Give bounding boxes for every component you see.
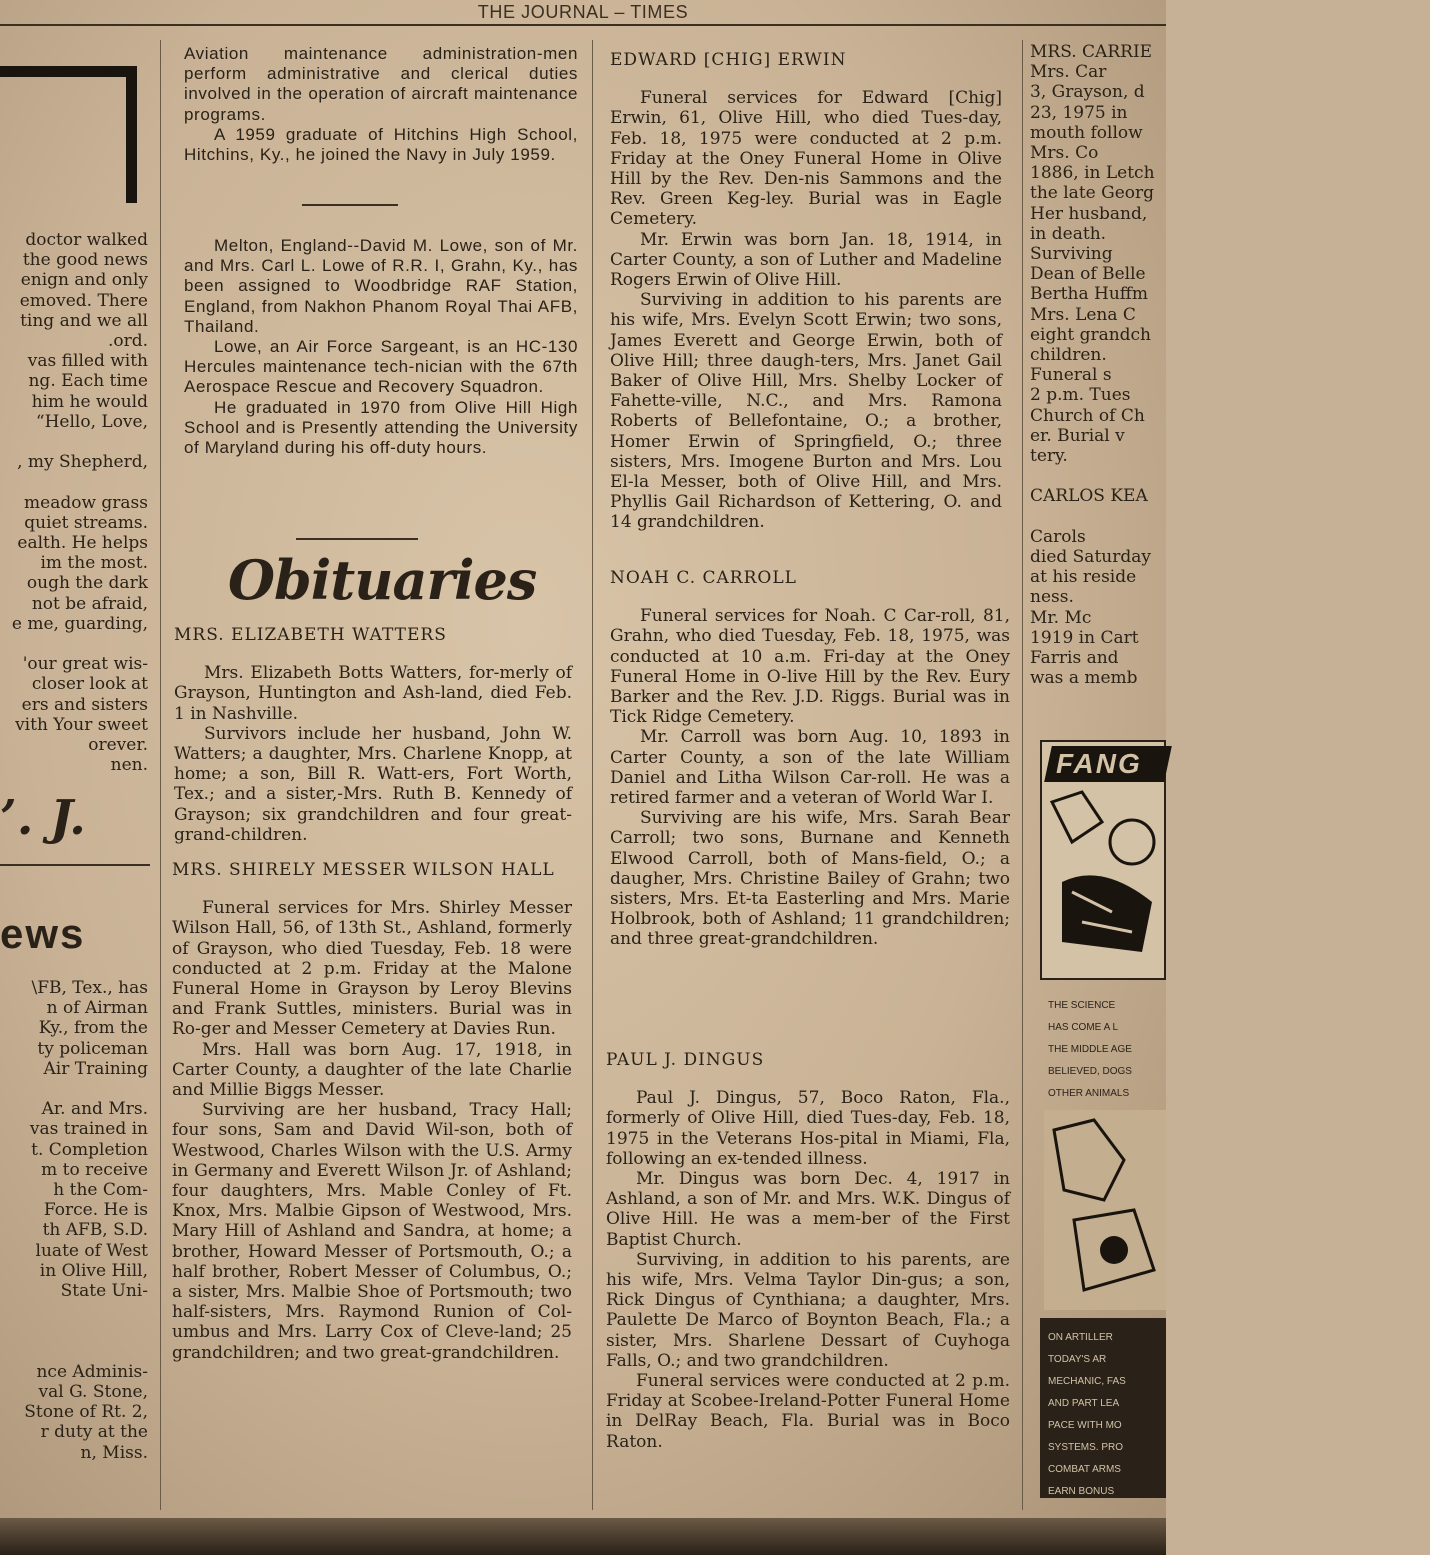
obituary-paragraph: Funeral services for Noah. C Car-roll, 81, Grahn, who died Tuesday, Feb. 18, 1975, was conducted at 10 a.m. Fri-day at the Oney Funeral Home in O-live Hill by the Rev. Eury Barker and the Rev. J.D. Riggs. Burial was in Tick Ridge Cemetery.: [610, 606, 1010, 728]
fragment-line: was a memb: [1030, 668, 1138, 689]
fragment-line: 3, Grayson, d: [1030, 82, 1145, 103]
ad-line: ON ARTILLER: [1048, 1332, 1113, 1343]
fragment-line: children.: [1030, 345, 1107, 366]
fragment-line: luate of West: [35, 1240, 148, 1261]
obituary-paragraph: Funeral services for Mrs. Shirley Messer Wilson Hall, 56, of 13th St., Ashland, formerly of Grayson, who died Tuesday, Feb. 18 were conducted at 2 p.m. Friday at the Malone Funeral Home in Grayson by Leroy Blevins and Frank Suttles, ministers. Burial was in Ro-ger and Messer Cemetery at Davies Run.: [172, 898, 572, 1040]
news-heading: ews: [0, 910, 86, 957]
fragment-line: Ky., from the: [38, 1018, 148, 1039]
obituary-heading: PAUL J. DINGUS: [606, 1050, 765, 1070]
fragment-line: m to receive: [41, 1159, 148, 1180]
fragment-line: \FB, Tex., has: [31, 978, 148, 998]
ad-line: TODAY'S AR: [1048, 1354, 1107, 1365]
fragment-line: ting and we all: [20, 310, 148, 331]
fragment-line: “Hello, Love,: [35, 411, 148, 432]
fragment-line: e me, guarding,: [11, 613, 148, 634]
fragment-line: nen.: [110, 755, 148, 776]
fragment-line: r duty at the: [40, 1422, 148, 1443]
lowe-article: [184, 236, 578, 458]
fragment-line: eight grandch: [1030, 324, 1152, 345]
fragment-line: Bertha Huffm: [1030, 284, 1148, 305]
fragment-line: [0, 432, 148, 452]
fragment-line: , my Shepherd,: [17, 452, 148, 473]
fragment-line: val G. Stone,: [38, 1382, 148, 1403]
section-divider: [296, 538, 418, 540]
fragment-line: h the Com-: [53, 1180, 148, 1201]
obituary-heading: MRS. SHIRELY MESSER WILSON HALL: [172, 860, 555, 880]
fragment-line: vas trained in: [29, 1119, 148, 1140]
lowe-paragraph: Lowe, an Air Force Sargeant, is an HC-130 Hercules maintenance tech-nician with the 67th Aerospace Rescue and Recovery Squadron.: [184, 337, 578, 397]
ad-line: COMBAT ARMS: [1048, 1464, 1121, 1475]
fragment-line: [0, 472, 148, 492]
fragment-line: vas filled with: [27, 351, 148, 372]
obituary-paragraph: Mrs. Elizabeth Botts Watters, for-merly of Grayson, Huntington and Ash-land, died Feb. 1 in Nashville.: [174, 663, 572, 724]
fragment-line: Mrs. Car: [1030, 62, 1107, 83]
ad-line: AND PART LEA: [1048, 1398, 1120, 1409]
black-border-box: [0, 66, 137, 203]
fragment-line: ers and sisters: [21, 694, 148, 715]
obituaries-title: Obituaries: [228, 548, 537, 612]
page-bottom-edge: [0, 1518, 1166, 1555]
fragment-line: in Olive Hill,: [39, 1260, 148, 1281]
fragment-line: th AFB, S.D.: [42, 1220, 148, 1241]
obituary-dingus: [606, 1050, 1010, 1452]
fragment-line: Air Training: [43, 1058, 148, 1079]
obituary-carroll: [610, 568, 1010, 950]
ad-line: EARN BONUS: [1048, 1486, 1115, 1497]
obituary-paragraph: Survivors include her husband, John W. Watters; a daughter, Mrs. Charlene Knopp, at home; a son, Bill R. Watt-ers, Fort Worth, Tex.; and a sister,-Mrs. Ruth B. Kennedy of Grayson; six grandchildren and four great-grand-children.: [174, 723, 572, 845]
column-rule-3: [1022, 40, 1023, 1510]
obituary-paragraph: Mr. Dingus was born Dec. 4, 1917 in Ashland, a son of Mr. and Mrs. W.K. Dingus of Olive Hill. He was a mem-ber of the First Baptist Church.: [606, 1169, 1010, 1250]
fragment-line: Mr. Mc: [1030, 607, 1092, 628]
aviation-article: [184, 44, 578, 165]
obituary-paragraph: Paul J. Dingus, 57, Boco Raton, Fla., formerly of Olive Hill, died Tues-day, Feb. 18, 1975 in the Veterans Hos-pital in Miami, Fla, following an ex-tended illness.: [606, 1088, 1010, 1169]
fragment-line: 23, 1975 in: [1030, 102, 1128, 123]
fragment-line: ough the dark: [26, 573, 148, 594]
fragment-line: .ord.: [107, 331, 148, 352]
fragment-line: the good news: [22, 250, 148, 271]
masthead-rule: [0, 24, 1166, 26]
caption-line: HAS COME A L: [1048, 1022, 1119, 1033]
fragment-line: Carols: [1030, 526, 1086, 547]
aviation-paragraph: A 1959 graduate of Hitchins High School, Hitchins, Ky., he joined the Navy in July 1959.: [184, 124, 578, 165]
fragment-line: orever.: [88, 735, 148, 756]
obituary-hall: [172, 860, 572, 1363]
fragment-line: Funeral s: [1030, 365, 1112, 386]
obituary-paragraph: Surviving, in addition to his parents, are his wife, Mrs. Velma Taylor Din-gus; a son, Rick Dingus of Cynthiana; a daughter, Mrs. Paulette De Marco of Boynton Beach, Fla.; a sister, Mrs. Sharlene Dessart of Cuyhoga Falls, O.; and two grandchildren.: [606, 1249, 1010, 1371]
obituary-paragraph: Funeral services were conducted at 2 p.m. Friday at Scobee-Ireland-Potter Funeral Home in DelRay Beach, Fla. Burial was in Boco Raton.: [606, 1371, 1010, 1452]
obituary-paragraph: Funeral services for Edward [Chig] Erwin, 61, Olive Hill, who died Tues-day, Feb. 18, 1975 were conducted at 2 p.m. Friday at the Oney Funeral Home in Olive Hill by the Rev. Den-nis Sammons and the Rev. Green Keg-ley. Burial was in Eagle Cemetery.: [610, 88, 1002, 230]
fragment-line: Ar. and Mrs.: [41, 1099, 148, 1120]
aviation-paragraph: Aviation maintenance administration-men perform administrative and clerical duties involved in the operation of aircraft maintenance programs.: [184, 44, 578, 124]
fragment-line: n of Airman: [46, 998, 148, 1019]
obituary-paragraph: Surviving are her husband, Tracy Hall; four sons, Sam and David Wil-son, both of Westwood, Charles Wilson with the U.S. Army in Germany and Everett Wilson Jr. of Ashland; four daughters, Mrs. Mable Conley of Ft. Knox, Mrs. Malbie Gipson of Westwood, Mrs. Mary Hill of Ashland and Sandra, at home; a brother, Howard Messer of Portsmouth, O.; a half brother, Robert Messer of Columbus, O.; a sister, Mrs. Malbie Shoe of Portsmouth; two half-sisters, Mrs. Raymond Runion of Col-umbus and Mrs. Larry Cox of Cleve-land; 25 grandchildren; and two great-grandchildren.: [172, 1100, 572, 1363]
fragment-line: Farris and: [1030, 648, 1119, 669]
fragment-line: Mrs. Lena C: [1030, 304, 1136, 325]
fragment-line: [0, 1321, 148, 1341]
comic-drawing: [1042, 782, 1168, 982]
caption-line: OTHER ANIMALS: [1048, 1088, 1130, 1099]
fragment-line: quiet streams.: [24, 512, 148, 533]
left-news-text: [0, 978, 150, 1508]
lowe-paragraph: He graduated in 1970 from Olive Hill High School and is Presently attending the University of Maryland during his off-duty hours.: [184, 397, 578, 458]
fragment-line: 2 p.m. Tues: [1030, 385, 1131, 406]
obituary-paragraph: Surviving are his wife, Mrs. Sarah Bear Carroll; two sons, Burnane and Kenneth Elwood Carroll, both of Mans-field, O.; a daugher, Mrs. Christine Bailey of Grahn; two sisters, Mrs. Et-ta Easterling and Mrs. Marie Holbrook, both of Ashland; 11 grandchildren; and three great-grandchildren.: [610, 808, 1010, 950]
fragment-line: t. Completion: [31, 1139, 148, 1160]
fragment-line: nce Adminis-: [36, 1361, 148, 1382]
fragment-line: emoved. There: [19, 290, 148, 311]
fragment-line: meadow grass: [24, 492, 148, 513]
fragment-line: vith Your sweet: [15, 714, 148, 735]
fragment-line: State Uni-: [60, 1281, 148, 1302]
masthead: THE JOURNAL – TIMES: [477, 2, 689, 22]
fragment-line: the late Georg: [1030, 183, 1154, 204]
fragment-line: tery.: [1030, 446, 1068, 467]
left-divider: [0, 864, 150, 866]
fragment-line: ty policeman: [37, 1038, 148, 1059]
signature-initials: ’. J.: [0, 790, 86, 846]
obituary-watters: [174, 625, 572, 845]
comic-strip: [1040, 740, 1166, 980]
fragment-line: [0, 1342, 148, 1362]
fragment-line: Church of Ch: [1030, 405, 1145, 426]
obituary-paragraph: Mr. Carroll was born Aug. 10, 1893 in Carter County, a son of the late William Daniel and Litha Wilson Car-roll. He was a retired farmer and a veteran of World War I.: [610, 727, 1010, 809]
fragment-line: er. Burial v: [1030, 425, 1125, 446]
fragment-line: [1030, 507, 1430, 527]
caption-line: THE SCIENCE: [1048, 1000, 1116, 1011]
fragment-line: in death.: [1030, 223, 1107, 244]
ad-line: PACE WITH MO: [1048, 1420, 1122, 1431]
fragment-line: Force. He is: [43, 1200, 148, 1221]
obituary-paragraph: Mr. Erwin was born Jan. 18, 1914, in Carter County, a son of Luther and Madeline Rogers Erwin of Olive Hill.: [610, 229, 1002, 291]
comic-illustration: [1044, 1110, 1166, 1310]
fragment-line: ness.: [1030, 587, 1074, 608]
fragment-line: Stone of Rt. 2,: [24, 1402, 148, 1423]
left-fragment-text: [0, 230, 150, 790]
fragment-line: [0, 1079, 148, 1099]
comic-caption: [1048, 990, 1166, 1099]
ad-line: MECHANIC, FAS: [1048, 1376, 1126, 1387]
article-divider: [302, 204, 398, 206]
right-fragment-text: [1030, 42, 1166, 692]
fragment-line: him he would: [31, 391, 148, 412]
fragment-line: [1030, 466, 1430, 486]
fragment-line: doctor walked: [25, 230, 148, 250]
fragment-line: died Saturday: [1030, 547, 1151, 568]
fragment-line: Dean of Belle: [1030, 264, 1146, 285]
obituary-erwin: [610, 50, 1002, 533]
fragment-line: 'our great wis-: [22, 654, 148, 675]
ad-line: SYSTEMS. PRO: [1048, 1442, 1124, 1453]
fragment-line: closer look at: [31, 674, 148, 695]
fragment-line: ealth. He helps: [17, 533, 148, 554]
fragment-line: ng. Each time: [28, 371, 148, 392]
caption-line: BELIEVED, DOGS: [1048, 1066, 1132, 1077]
obituary-paragraph: Surviving in addition to his parents are his wife, Mrs. Evelyn Scott Erwin; two sons, James Everett and George Erwin, both of Olive Hill; three daugh-ters, Mrs. Janet Gail Baker of Olive Hill, Mrs. Shelby Locker of Fahette-ville, N.C., and Mrs. Ramona Roberts of Bellefontaine, O.; a brother, Homer Erwin of Springfield, O.; three sisters, Mrs. Imogene Burton and Mrs. Lou El-la Messer, both of Olive Hill, and Mrs. Phyllis Gail Richardson of Kettering, O. and 14 grandchildren.: [610, 290, 1002, 533]
comic-title: FANG: [1056, 748, 1142, 779]
column-rule-1: [160, 40, 161, 1510]
obituary-heading: NOAH C. CARROLL: [610, 568, 797, 588]
fragment-line: [0, 1301, 148, 1321]
artillery-ad: [1040, 1318, 1166, 1498]
fragment-line: 1886, in Letch: [1030, 163, 1155, 184]
column-rule-2: [592, 40, 593, 1510]
fragment-line: n, Miss.: [80, 1442, 148, 1463]
fragment-line: 1919 in Cart: [1030, 627, 1139, 648]
fragment-line: not be afraid,: [31, 593, 148, 614]
obituary-heading: EDWARD [CHIG] ERWIN: [610, 50, 847, 70]
fragment-line: MRS. CARRIE: [1030, 42, 1153, 62]
lowe-paragraph: Melton, England--David M. Lowe, son of Mr. and Mrs. Carl L. Lowe of R.R. I, Grahn, Ky., has been assigned to Woodbridge RAF Station, England, from Nakhon Phanom Royal Thai AFB, Thailand.: [184, 236, 578, 336]
fragment-line: Her husband,: [1030, 203, 1148, 224]
fragment-line: Mrs. Co: [1030, 143, 1099, 164]
fragment-line: im the most.: [40, 553, 148, 574]
fragment-line: mouth follow: [1030, 122, 1143, 143]
caption-line: THE MIDDLE AGE: [1048, 1044, 1132, 1055]
obituary-heading: MRS. ELIZABETH WATTERS: [174, 625, 447, 645]
fragment-line: Surviving: [1030, 244, 1113, 265]
fragment-line: [0, 634, 148, 654]
obituary-paragraph: Mrs. Hall was born Aug. 17, 1918, in Carter County, a daughter of the late Charlie and Millie Biggs Messer.: [172, 1039, 572, 1101]
fragment-line: at his reside: [1030, 567, 1137, 588]
fragment-line: enign and only: [20, 270, 148, 291]
fragment-line: CARLOS KEA: [1030, 486, 1148, 507]
